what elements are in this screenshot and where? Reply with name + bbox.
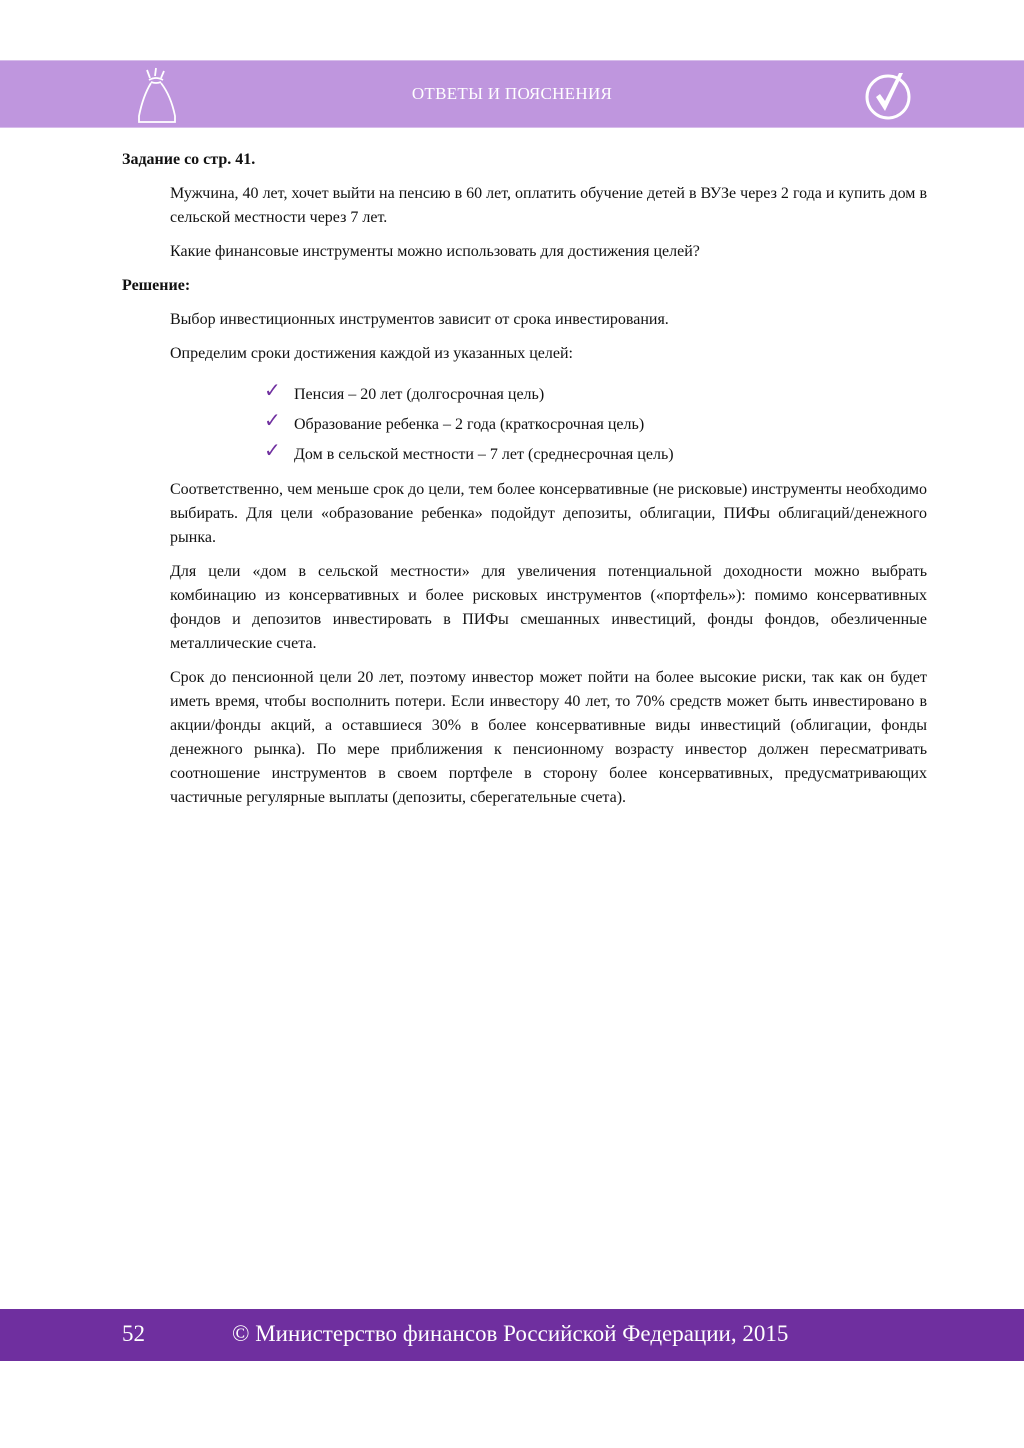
goal-text: Дом в сельской местности – 7 лет (среднесрочная цель): [294, 446, 674, 463]
goals-list: [264, 380, 927, 470]
page-header: [0, 60, 1024, 128]
solution-paragraph: Соответственно, чем меньше срок до цели, тем более консервативные (не рисковые) инструменты необходимо выбирать. Для цели «образование ребенка» подойдут депозиты, облигации, ПИФы облигаций/денежного рынка.: [170, 481, 927, 546]
copyright: © Министерство финансов Российской Федерации, 2015: [232, 1321, 789, 1346]
task-text: Мужчина, 40 лет, хочет выйти на пенсию в 60 лет, оплатить обучение детей в ВУЗе через 2 года и купить дом в сельской местности через 7 лет.: [170, 185, 927, 226]
list-item: [264, 410, 927, 440]
page-footer: [0, 1309, 1024, 1361]
solution-paragraph: Определим сроки достижения каждой из указанных целей:: [170, 345, 573, 362]
solution-title: Решение:: [122, 277, 191, 294]
list-item: [264, 440, 927, 470]
goal-text: Образование ребенка – 2 года (краткосрочная цель): [294, 416, 645, 433]
task-title: Задание со стр. 41.: [122, 151, 256, 168]
goal-text: Пенсия – 20 лет (долгосрочная цель): [294, 386, 545, 403]
list-item: [264, 380, 927, 410]
page-number: 52: [122, 1321, 145, 1346]
section-title: ОТВЕТЫ И ПОЯСНЕНИЯ: [411, 84, 613, 103]
answer-content: [122, 148, 927, 820]
solution-paragraph: Выбор инвестиционных инструментов зависит от срока инвестирования.: [170, 311, 669, 328]
task-question: Какие финансовые инструменты можно использовать для достижения целей?: [170, 243, 700, 260]
solution-paragraph: Срок до пенсионной цели 20 лет, поэтому инвестор может пойти на более высокие риски, так как он будет иметь время, чтобы восполнить потери. Если инвестору 40 лет, то 70% средств может быть инвестировано в акции/фонды акций, а оставшиеся 30% в более консервативные виды инвестиций (облигации, фонды денежного рынка). По мере приближения к пенсионному возрасту инвестор должен пересматривать соотношение инструментов в своем портфеле в сторону более консервативных, предусматривающих частичные регулярные выплаты (депозиты, сберегательные счета).: [170, 669, 927, 806]
solution-paragraph: Для цели «дом в сельской местности» для увеличения потенциальной доходности можно выбрать комбинацию из консервативных и более рисковых инструментов («портфель»): помимо консервативных фондов и депозитов инвестировать в ПИФы смешанных инвестиций, фонды фондов, обезличенные металлические счета.: [170, 563, 927, 652]
checkmark-icon: ✓: [264, 380, 281, 402]
checkmark-icon: ✓: [264, 440, 281, 462]
checkmark-icon: ✓: [264, 410, 281, 432]
checkmark-circle-icon: [863, 69, 915, 121]
